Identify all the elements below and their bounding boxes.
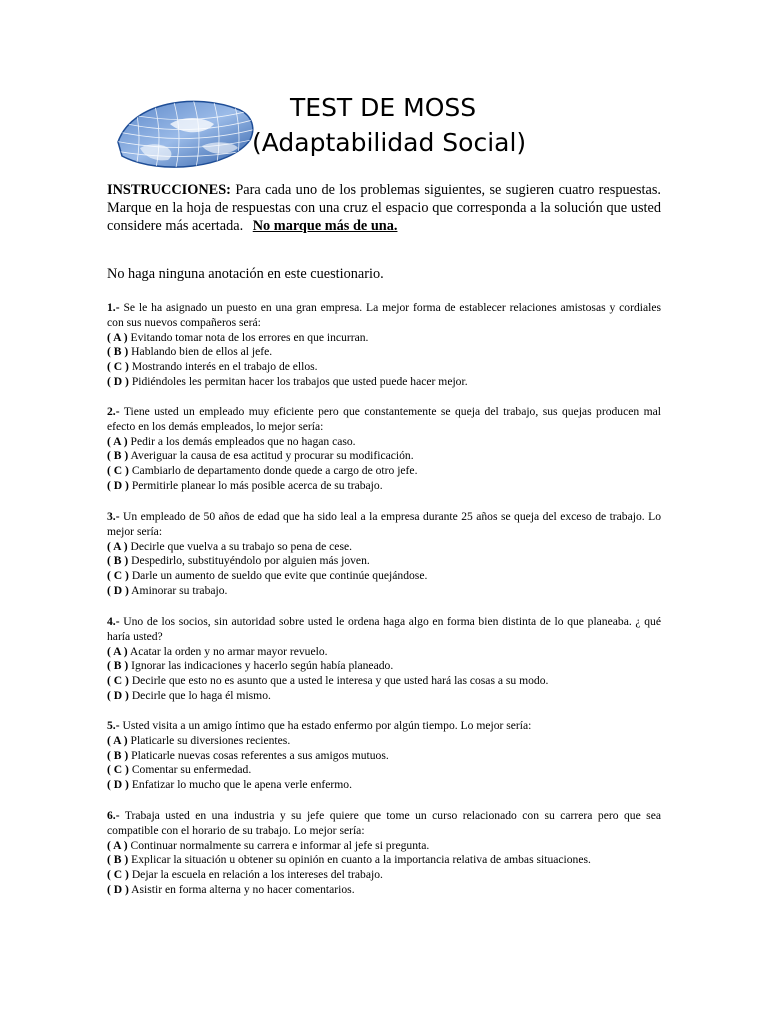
question-6 bbox=[107, 809, 661, 898]
option-text: Averiguar la causa de esa actitud y procurar su modificación. bbox=[130, 449, 414, 463]
question-text: Se le ha asignado un puesto en una gran empresa. La mejor forma de establecer relaciones amistosas y cordiales con sus nuevos compañeros será: bbox=[107, 301, 661, 329]
option-letter: ( A ) bbox=[107, 330, 128, 344]
question-stem bbox=[107, 719, 661, 734]
option-letter: ( D ) bbox=[107, 478, 129, 492]
option-text: Darle un aumento de sueldo que evite que continúe quejándose. bbox=[131, 569, 428, 583]
option-b bbox=[107, 345, 661, 360]
option-c bbox=[107, 360, 661, 375]
option-a bbox=[107, 839, 661, 854]
option-b bbox=[107, 749, 661, 764]
option-text: Hablando bien de ellos al jefe. bbox=[131, 345, 273, 359]
option-text: Explicar la situación u obtener su opinión en cuanto a la importancia relativa de ambas situaciones. bbox=[131, 853, 591, 867]
option-letter: ( B ) bbox=[107, 449, 129, 463]
question-text: Tiene usted un empleado muy eficiente pero que constantemente se queja del trabajo, sus quejas producen mal efecto en los demás empleados, lo mejor sería: bbox=[107, 405, 661, 433]
option-letter: ( B ) bbox=[107, 748, 129, 762]
option-text: Permitirle planear lo más posible acerca de su trabajo. bbox=[131, 478, 383, 492]
question-number: 4.- bbox=[107, 615, 120, 628]
option-text: Aminorar su trabajo. bbox=[131, 583, 228, 597]
option-letter: ( D ) bbox=[107, 882, 129, 896]
option-text: Comentar su enfermedad. bbox=[131, 763, 252, 777]
option-letter: ( C ) bbox=[107, 464, 129, 478]
option-letter: ( B ) bbox=[107, 659, 129, 673]
note-text: No haga ninguna anotación en este cuestionario. bbox=[107, 266, 384, 282]
option-b bbox=[107, 659, 661, 674]
option-d bbox=[107, 778, 661, 793]
globe-logo-icon bbox=[110, 90, 260, 172]
option-a bbox=[107, 645, 661, 660]
question-3 bbox=[107, 510, 661, 599]
option-c bbox=[107, 569, 661, 584]
option-text: Pedir a los demás empleados que no hagan caso. bbox=[130, 434, 356, 448]
option-letter: ( A ) bbox=[107, 644, 128, 658]
question-text: Trabaja usted en una industria y su jefe quiere que tome un curso relacionado con su carrera pero que sea compatible con el horario de su trabajo. Lo mejor sería: bbox=[107, 809, 661, 837]
option-text: Decirle que vuelva a su trabajo so pena de cese. bbox=[130, 539, 353, 553]
option-letter: ( B ) bbox=[107, 554, 129, 568]
option-b bbox=[107, 554, 661, 569]
question-2 bbox=[107, 405, 661, 494]
option-text: Platicarle su diversiones recientes. bbox=[130, 733, 291, 747]
option-text: Cambiarlo de departamento donde quede a cargo de otro jefe. bbox=[131, 464, 418, 478]
option-letter: ( A ) bbox=[107, 838, 128, 852]
option-text: Asistir en forma alterna y no hacer comentarios. bbox=[131, 882, 355, 896]
option-text: Enfatizar lo mucho que le apena verle enfermo. bbox=[131, 778, 352, 792]
option-text: Decirle que esto no es asunto que a usted le interesa y que usted hará las cosas a su modo. bbox=[131, 674, 549, 688]
question-number: 6.- bbox=[107, 809, 120, 822]
option-a bbox=[107, 540, 661, 555]
question-stem bbox=[107, 510, 661, 540]
option-letter: ( D ) bbox=[107, 583, 129, 597]
question-number: 1.- bbox=[107, 301, 120, 314]
option-text: Dejar la escuela en relación a los intereses del trabajo. bbox=[131, 868, 383, 882]
option-letter: ( D ) bbox=[107, 688, 129, 702]
question-text: Un empleado de 50 años de edad que ha sido leal a la empresa durante 25 años se queja del exceso de trabajo. Lo mejor sería: bbox=[107, 510, 661, 538]
option-text: Mostrando interés en el trabajo de ellos. bbox=[131, 360, 318, 374]
option-a bbox=[107, 435, 661, 450]
question-stem bbox=[107, 405, 661, 435]
option-text: Evitando tomar nota de los errores en que incurran. bbox=[130, 330, 369, 344]
question-number: 2.- bbox=[107, 405, 120, 418]
option-text: Pidiéndoles les permitan hacer los trabajos que usted puede hacer mejor. bbox=[131, 374, 468, 388]
option-letter: ( A ) bbox=[107, 434, 128, 448]
option-d bbox=[107, 479, 661, 494]
option-a bbox=[107, 331, 661, 346]
option-c bbox=[107, 674, 661, 689]
option-letter: ( C ) bbox=[107, 360, 129, 374]
option-letter: ( A ) bbox=[107, 733, 128, 747]
question-stem bbox=[107, 809, 661, 839]
question-stem bbox=[107, 615, 661, 645]
option-letter: ( B ) bbox=[107, 345, 129, 359]
question-4 bbox=[107, 615, 661, 704]
option-text: Platicarle nuevas cosas referentes a sus amigos mutuos. bbox=[131, 748, 389, 762]
option-d bbox=[107, 375, 661, 390]
option-letter: ( D ) bbox=[107, 374, 129, 388]
question-text: Usted visita a un amigo íntimo que ha estado enfermo por algún tiempo. Lo mejor sería: bbox=[122, 719, 532, 732]
option-d bbox=[107, 689, 661, 704]
option-text: Ignorar las indicaciones y hacerlo según había planeado. bbox=[131, 659, 394, 673]
option-letter: ( A ) bbox=[107, 539, 128, 553]
question-stem bbox=[107, 301, 661, 331]
option-c bbox=[107, 464, 661, 479]
option-d bbox=[107, 584, 661, 599]
question-number: 5.- bbox=[107, 719, 120, 732]
option-letter: ( C ) bbox=[107, 868, 129, 882]
option-text: Continuar normalmente su carrera e informar al jefe si pregunta. bbox=[130, 838, 430, 852]
option-b bbox=[107, 449, 661, 464]
option-text: Acatar la orden y no armar mayor revuelo. bbox=[129, 644, 328, 658]
option-c bbox=[107, 763, 661, 778]
page-title: TEST DE MOSS bbox=[290, 93, 477, 122]
option-c bbox=[107, 868, 661, 883]
option-b bbox=[107, 853, 661, 868]
instructions-emphasis: No marque más de una. bbox=[252, 218, 398, 234]
option-text: Despedirlo, substituyéndolo por alguien más joven. bbox=[131, 554, 370, 568]
question-1 bbox=[107, 301, 661, 390]
instructions-text: Para cada uno de los problemas siguientes, se sugieren cuatro respuestas. Marque en la hoja de respuestas con una cruz el espacio que corresponda a la solución que usted considere más acertada. bbox=[107, 182, 661, 234]
instructions-label: INSTRUCCIONES: bbox=[107, 182, 231, 198]
option-a bbox=[107, 734, 661, 749]
option-text: Decirle que lo haga él mismo. bbox=[131, 688, 271, 702]
option-letter: ( B ) bbox=[107, 853, 129, 867]
option-letter: ( C ) bbox=[107, 569, 129, 583]
option-d bbox=[107, 883, 661, 898]
option-letter: ( D ) bbox=[107, 778, 129, 792]
question-5 bbox=[107, 719, 661, 793]
option-letter: ( C ) bbox=[107, 674, 129, 688]
question-text: Uno de los socios, sin autoridad sobre usted le ordena haga algo en forma bien distinta de lo que planeaba. ¿ qué haría usted? bbox=[107, 615, 661, 643]
instructions-paragraph bbox=[107, 181, 661, 235]
page-subtitle: (Adaptabilidad Social) bbox=[252, 128, 527, 157]
question-number: 3.- bbox=[107, 510, 120, 523]
option-letter: ( C ) bbox=[107, 763, 129, 777]
